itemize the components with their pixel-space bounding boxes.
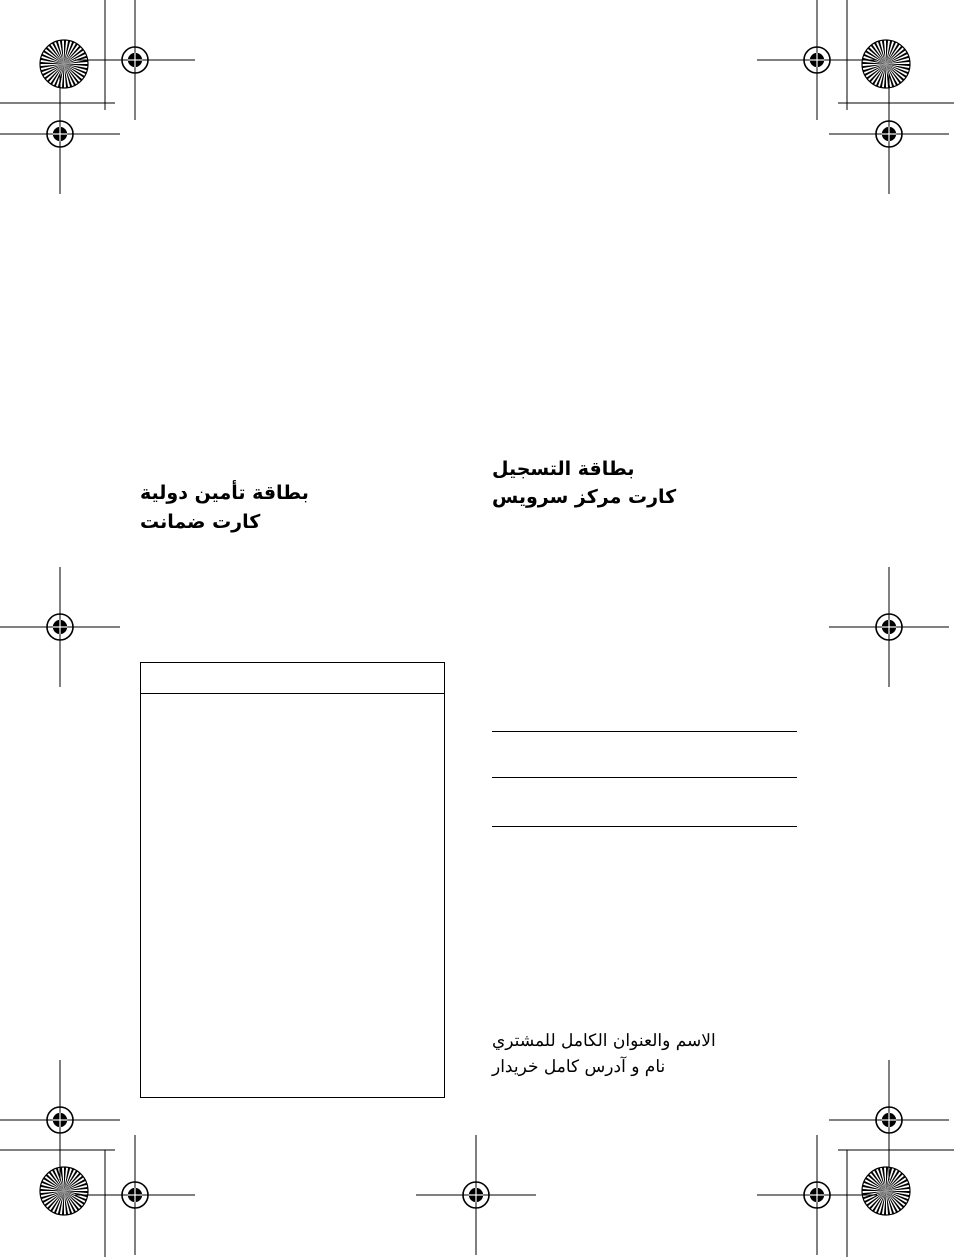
reg-mark-bottom-left-a xyxy=(0,1060,120,1180)
star-target-top-right xyxy=(862,40,910,88)
registration-card-title: بطاقة التسجيل xyxy=(492,458,635,480)
star-target-top-left xyxy=(40,40,88,88)
star-target-bottom-left xyxy=(40,1167,88,1215)
warranty-card-box xyxy=(140,662,445,1098)
registration-card-subtitle: كارت مركز سرويس xyxy=(492,486,677,508)
star-target-bottom-right xyxy=(862,1167,910,1215)
reg-mark-top-left-b xyxy=(0,74,120,194)
registration-line-1 xyxy=(492,731,797,732)
registration-line-3 xyxy=(492,826,797,827)
reg-mark-mid-right xyxy=(829,567,949,687)
reg-mark-bottom-center xyxy=(416,1135,536,1255)
reg-mark-bottom-left-b xyxy=(75,1135,195,1255)
warranty-card-title: بطاقة تأمين دولية xyxy=(140,482,309,504)
registration-line-2 xyxy=(492,777,797,778)
purchaser-name-address-label-persian: نام و آدرس كامل خريدار xyxy=(492,1057,666,1077)
reg-mark-mid-left xyxy=(0,567,120,687)
warranty-card-box-header xyxy=(141,663,444,694)
reg-mark-top-left-a xyxy=(75,0,195,120)
purchaser-name-address-label: الاسم والعنوان الكامل للمشتري xyxy=(492,1031,716,1051)
reg-mark-bottom-right-a xyxy=(757,1135,877,1255)
reg-mark-top-right-a xyxy=(757,0,877,120)
warranty-card-subtitle: كارت ضمانت xyxy=(140,511,261,533)
